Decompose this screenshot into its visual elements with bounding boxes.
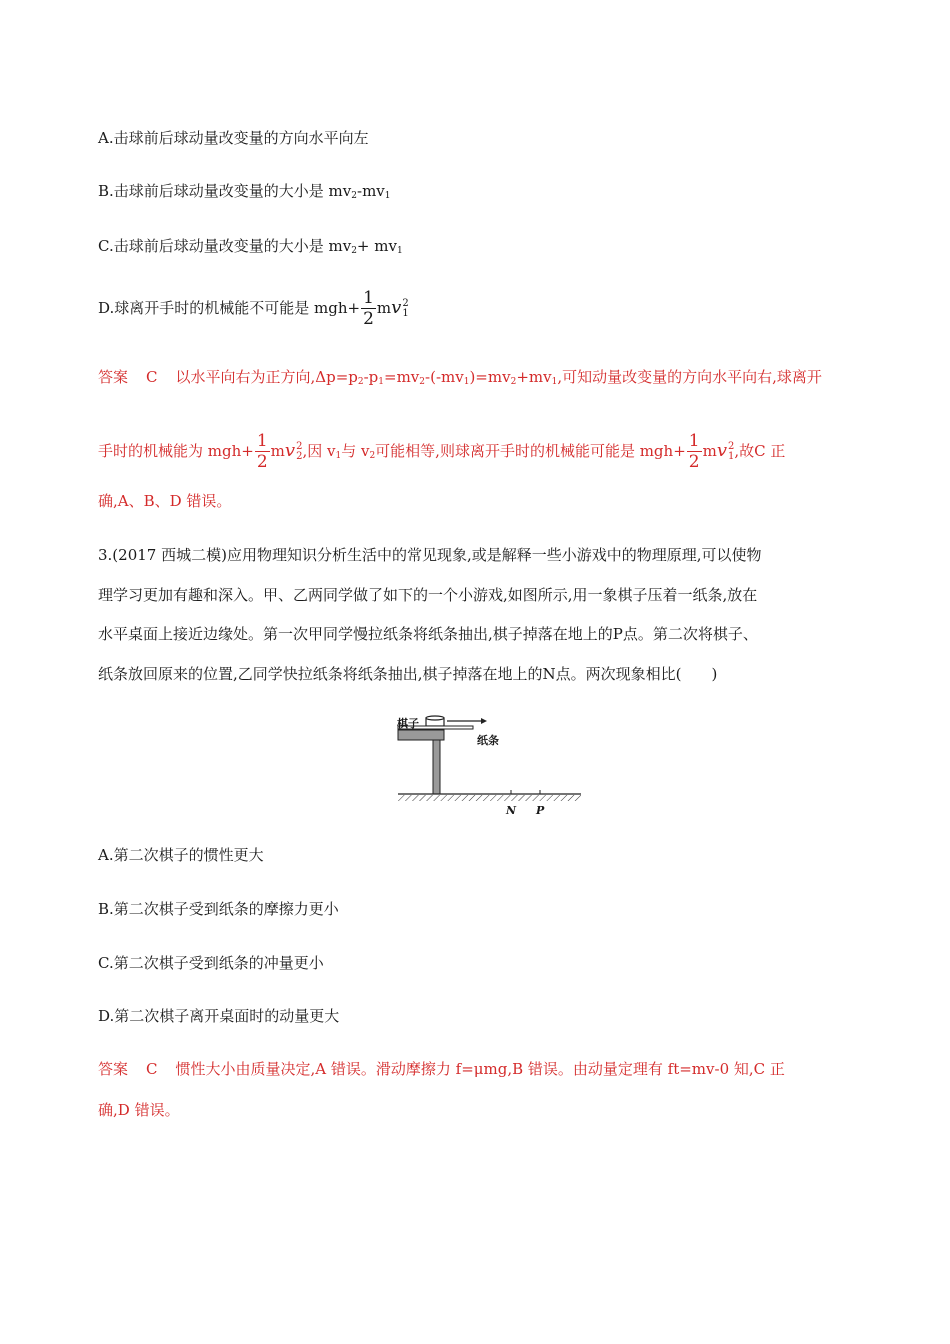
q3-stem-line1: 3.(2017 西城二模)应用物理知识分析生活中的常见现象,或是解释一些小游戏中的物理原理,可以使物 [98, 546, 762, 564]
q3-stem-line4: 纸条放回原来的位置,乙同学快拉纸条将纸条抽出,棋子掉落在地上的N点。两次现象相比( ) [98, 665, 718, 683]
point-p-label: P [536, 804, 545, 817]
paper-label: 纸条 [477, 734, 499, 747]
table-chess-figure [395, 712, 585, 821]
table-top [398, 730, 444, 740]
answer-q3-line1: 答案 C 惯性大小由质量决定,A 错误。滑动摩擦力 f=μmg,B 错误。由动量定理有 ft=mv-0 知,C 正 [98, 1060, 785, 1078]
option-d: D.球离开手时的机械能不可能是 mgh+ $\frac{1}{2}$ mv 2 1 [98, 288, 409, 329]
q3-stem-line3: 水平桌面上接近边缘处。第一次甲同学慢拉纸条将纸条抽出,棋子掉落在地上的P点。第二次将棋子、 [98, 625, 758, 643]
answer-q2-line3: 确,A、B、D 错误。 [98, 492, 232, 510]
ground-hatch [398, 795, 581, 801]
option-c: C.击球前后球动量改变量的大小是 $mv_2+ mv_1$ [98, 237, 403, 256]
answer-q2-line2: 手时的机械能为 mgh+ $\frac{1}{2}$ mv 2 2 ,因 $v_1$与 $v_2$可能相等,则球离开手时的机械能可能是 mgh+ $\frac{1}{2}$ mv 2 1 ,故C 正 [98, 431, 786, 472]
answer-choice: C [146, 1060, 158, 1078]
q3-stem-line2: 理学习更加有趣和深入。甲、乙两同学做了如下的一个小游戏,如图所示,用一象棋子压着一纸条,放在 [98, 586, 758, 604]
point-n-label: N [506, 804, 517, 817]
q3-option-a: A.第二次棋子的惯性更大 [98, 846, 264, 864]
figure-diagram [395, 712, 585, 817]
answer-q3-line2: 确,D 错误。 [98, 1101, 180, 1119]
q3-option-c: C.第二次棋子受到纸条的冲量更小 [98, 954, 324, 972]
option-b: B.击球前后球动量改变量的大小是 $mv_2-mv_1$ [98, 182, 391, 201]
q3-option-d: D.第二次棋子离开桌面时的动量更大 [98, 1007, 340, 1025]
answer-choice: C [146, 368, 158, 386]
q3-option-b: B.第二次棋子受到纸条的摩擦力更小 [98, 900, 339, 918]
answer-q2-line1: 答案 C 以水平向右为正方向$,\Delta p=p_2-p_1=mv_2-(-mv_1)=mv_2+mv_1$,可知动量改变量的方向水平向右,球离开 [98, 368, 822, 387]
fraction-half: $\frac{1}{2}$ [363, 288, 374, 329]
table-leg [433, 740, 440, 794]
answer-label: 答案 [98, 368, 129, 386]
answer-label: 答案 [98, 1060, 129, 1078]
option-a: A.击球前后球动量改变量的方向水平向左 [98, 129, 369, 147]
chess-label: 棋子 [397, 717, 419, 730]
